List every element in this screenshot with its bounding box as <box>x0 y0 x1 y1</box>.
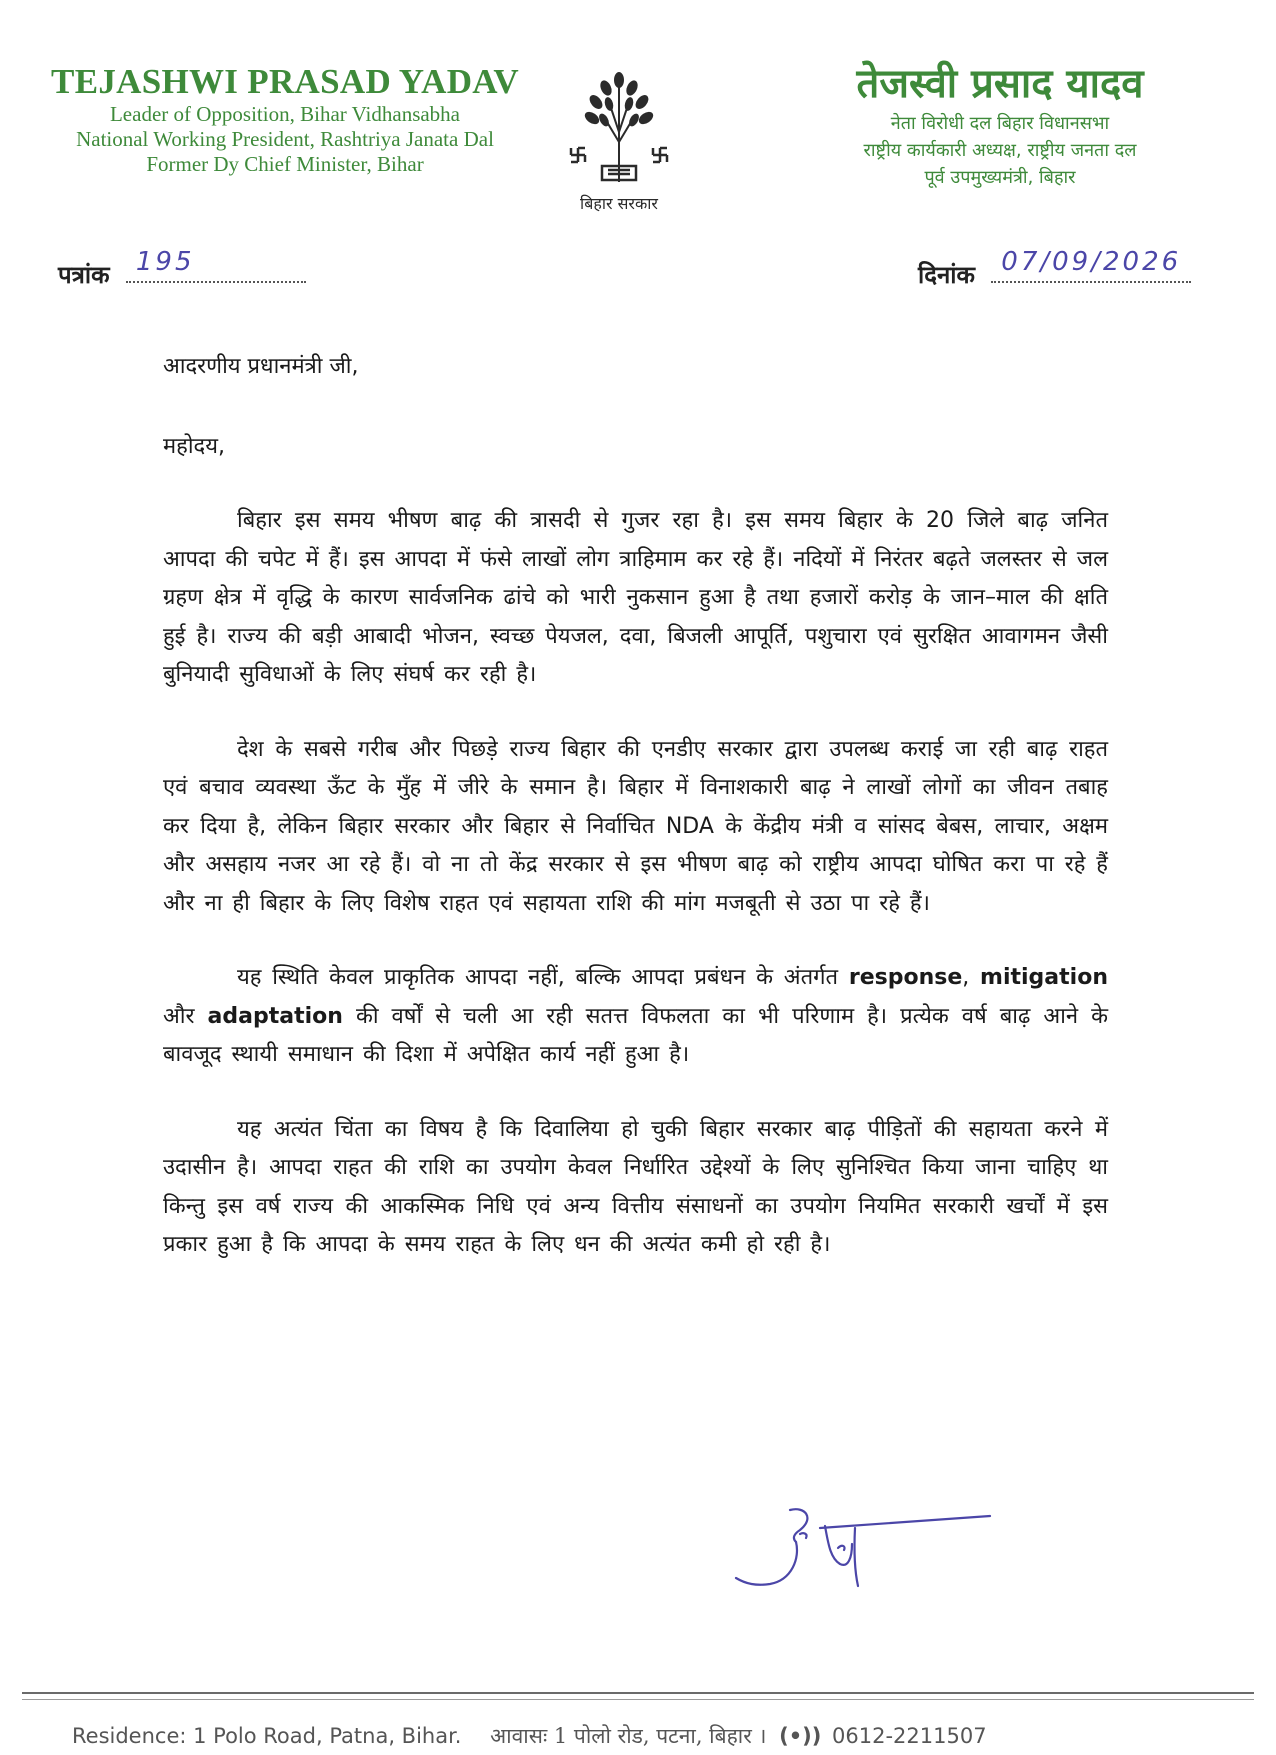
term-mitigation: mitigation <box>980 965 1108 990</box>
paragraph-3 <box>163 959 1108 1075</box>
footer-address <box>72 1722 1212 1750</box>
address-word: महोदय, <box>163 434 225 459</box>
footer-phone-number: 0612-2211507 <box>832 1724 987 1748</box>
date-field <box>918 247 1191 291</box>
term-adaptation: adaptation <box>207 1003 343 1029</box>
letter-body <box>163 352 1108 1287</box>
phone-icon: (•)) <box>779 1724 822 1748</box>
bodhi-tree-emblem-icon <box>564 62 674 190</box>
date-dotted-line <box>991 247 1191 283</box>
footer-divider <box>22 1692 1254 1700</box>
letterhead-hindi <box>760 58 1240 191</box>
paragraph-3-and: और <box>163 1003 208 1029</box>
handwritten-signature <box>730 1498 1010 1612</box>
date-label: दिनांक <box>918 261 975 289</box>
sender-title-english-1: Leader of Opposition, Bihar Vidhansabha <box>109 102 461 126</box>
term-response: response <box>848 965 963 990</box>
sender-title-hindi-1: नेता विरोधी दल बिहार विधानसभा <box>890 113 1110 134</box>
paragraph-3-comma: , <box>962 965 981 990</box>
reference-value: 195 <box>135 247 195 277</box>
salutation: आदरणीय प्रधानमंत्री जी, <box>163 354 359 379</box>
bihar-emblem <box>554 62 684 222</box>
paragraph-4: यह अत्यंत चिंता का विषय है कि दिवालिया हो चुकी बिहार सरकार बाढ़ पीड़ितों की सहायता करने में उदासीन है। आपदा राहत की राशि का उपयोग केवल निर्धारित उद्देश्यों के लिए सुनिश्चित किया जाना चाहिए था किन्तु इस वर्ष राज्य की आकस्मिक निधि एवं अन्य वित्तीय संसाधनों का उपयोग नियमित सरकारी खर्चों में इस प्रकार हुआ है कि आपदा के समय राहत के लिए धन की अत्यंत कमी हो रही है। <box>163 1116 1108 1257</box>
reference-number-field <box>58 247 306 291</box>
paragraph-3-text-a: यह स्थिति केवल प्राकृतिक आपदा नहीं, बल्कि आपदा प्रबंधन के अंतर्गत <box>237 965 849 990</box>
paragraph-3-text-b: की वर्षों से चली आ रही सतत्त विफलता का भी परिणाम है। प्रत्येक वर्ष बाढ़ आने के बावजूद स्थायी समाधान की दिशा में अपेक्षित कार्य नहीं हुआ है। <box>163 1003 1108 1067</box>
reference-label: पत्रांक <box>58 261 110 289</box>
sender-name-english: TEJASHWI PRASAD YADAV <box>51 62 519 101</box>
sender-title-hindi-2: राष्ट्रीय कार्यकारी अध्यक्ष, राष्ट्रीय जनता दल <box>863 140 1137 161</box>
paragraph-1: बिहार इस समय भीषण बाढ़ की त्रासदी से गुजर रहा है। इस समय बिहार के 20 जिले बाढ़ जनित आपदा की चपेट में हैं। इस आपदा में फंसे लाखों लोग त्राहिमाम कर रहे हैं। नदियों में निरंतर बढ़ते जलस्तर से जल ग्रहण क्षेत्र में वृद्धि के कारण सार्वजनिक ढांचे को भारी नुकसान हुआ है तथा हजारों करोड़ के जान–माल की क्षति हुई है। राज्य की बड़ी आबादी भोजन, स्वच्छ पेयजल, दवा, बिजली आपूर्ति, पशुचारा एवं सुरक्षित आवागमन जैसी बुनियादी सुविधाओं के लिए संघर्ष कर रही है। <box>163 508 1108 687</box>
reference-dotted-line <box>126 247 306 283</box>
emblem-caption: बिहार सरकार <box>580 194 658 213</box>
sender-title-english-2: National Working President, Rashtriya Janata Dal <box>76 127 494 151</box>
sender-title-english-3: Former Dy Chief Minister, Bihar <box>146 152 424 176</box>
sender-title-hindi-3: पूर्व उपमुख्यमंत्री, बिहार <box>924 167 1076 188</box>
sender-name-hindi: तेजस्वी प्रसाद यादव <box>856 61 1144 107</box>
footer-address-english: Residence: 1 Polo Road, Patna, Bihar. <box>72 1724 462 1748</box>
footer-address-hindi: आवासः 1 पोलो रोड, पटना, बिहार । <box>490 1724 767 1748</box>
date-value: 07/09/2026 <box>1001 247 1182 277</box>
letterhead-english <box>40 62 530 177</box>
paragraph-2: देश के सबसे गरीब और पिछड़े राज्य बिहार की एनडीए सरकार द्वारा उपलब्ध कराई जा रही बाढ़ राहत एवं बचाव व्यवस्था ऊँट के मुँह में जीरे के समान है। बिहार में विनाशकारी बाढ़ ने लाखों लोगों का जीवन तबाह कर दिया है, लेकिन बिहार सरकार और बिहार से निर्वाचित NDA के केंद्रीय मंत्री व सांसद बेबस, लाचार, अक्षम और असहाय नजर आ रहे हैं। वो ना तो केंद्र सरकार से इस भीषण बाढ़ को राष्ट्रीय आपदा घोषित करा पा रहे हैं और ना ही बिहार के लिए विशेष राहत एवं सहायता राशि की मांग मजबूती से उठा पा रहे हैं। <box>163 736 1108 916</box>
